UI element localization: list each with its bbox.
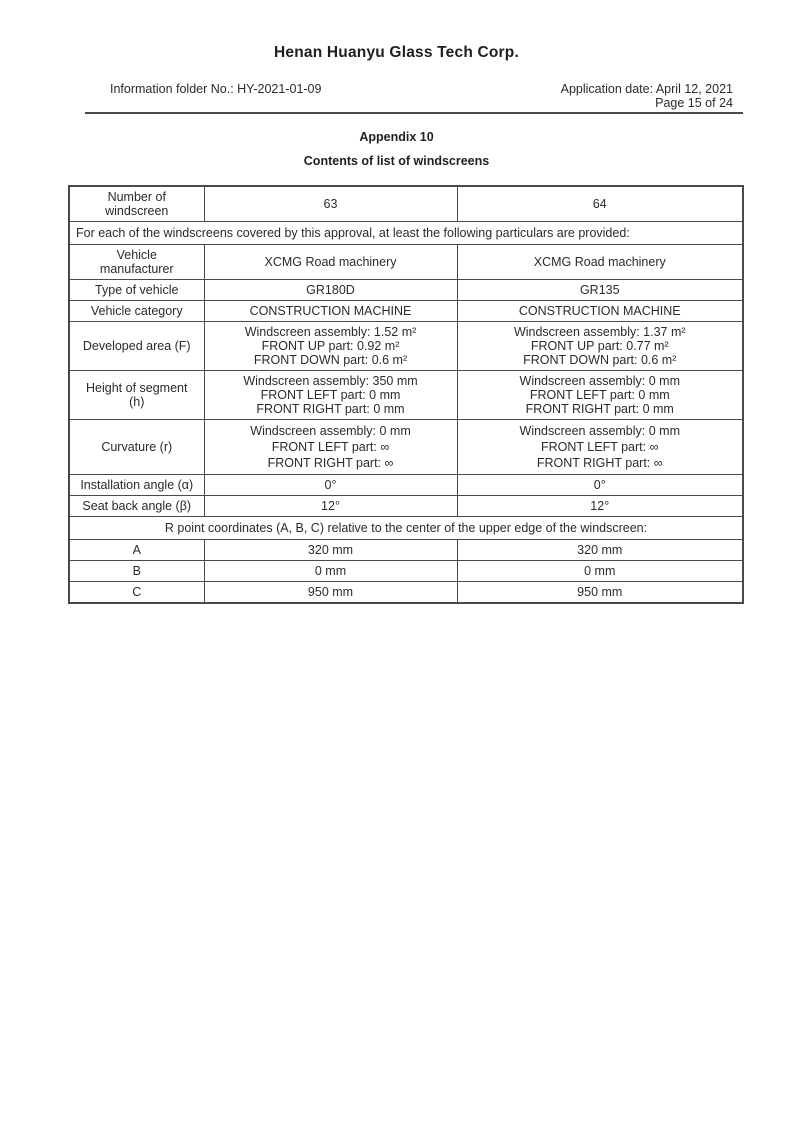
company-title: Henan Huanyu Glass Tech Corp. [274,44,519,61]
coordinate-b-64-cell: 0 mm [457,561,743,582]
windscreen-table [68,185,744,604]
curvature-64-line: FRONT LEFT part: ∞ [541,440,659,454]
curvature-63-line: FRONT RIGHT part: ∞ [267,456,394,470]
row-developed-area [69,322,743,371]
developed-area-63-line: Windscreen assembly: 1.52 m² [244,325,417,339]
coordinate-b-63-cell: 0 mm [204,561,457,582]
row-number-of-windscreen [69,186,743,222]
curvature-label: Curvature (r) [69,420,204,475]
curvature-63-cell [204,420,457,475]
vehicle-manufacturer-63-cell: XCMG Road machinery [204,245,457,280]
curvature-64-line: Windscreen assembly: 0 mm [519,424,680,438]
installation-angle-64-cell: 0° [457,475,743,496]
coordinate-c-label: C [69,582,204,604]
coordinate-a-label: A [69,540,204,561]
developed-area-64-line: FRONT UP part: 0.77 m² [530,339,669,353]
type-of-vehicle-63-cell: GR180D [204,280,457,301]
type-of-vehicle-label: Type of vehicle [69,280,204,301]
coordinate-a-64-cell: 320 mm [457,540,743,561]
seat-back-angle-label: Seat back angle (β) [69,496,204,517]
header-meta-right [561,82,733,110]
curvature-64-line: FRONT RIGHT part: ∞ [536,456,663,470]
vehicle-manufacturer-64-cell: XCMG Road machinery [457,245,743,280]
curvature-63-line: FRONT LEFT part: ∞ [271,440,390,454]
row-coordinate-a [69,540,743,561]
header-divider [85,112,743,114]
height-of-segment-63-line: FRONT LEFT part: 0 mm [260,388,401,402]
developed-area-64-cell [457,322,743,371]
row-coordinate-b [69,561,743,582]
installation-angle-63-cell: 0° [204,475,457,496]
height-of-segment-64-line: Windscreen assembly: 0 mm [519,374,680,388]
coordinate-c-63-cell: 950 mm [204,582,457,604]
curvature-63-line: Windscreen assembly: 0 mm [250,424,411,438]
r-point-text: R point coordinates (A, B, C) relative to the center of the upper edge of the windscreen: [69,517,743,540]
height-of-segment-63-line: FRONT RIGHT part: 0 mm [256,402,405,416]
row-vehicle-manufacturer [69,245,743,280]
developed-area-63-cell [204,322,457,371]
row-type-of-vehicle [69,280,743,301]
seat-back-angle-64-cell: 12° [457,496,743,517]
row-r-point [69,517,743,540]
developed-area-64-line: FRONT DOWN part: 0.6 m² [523,353,677,367]
height-of-segment-63-cell [204,371,457,420]
number-of-windscreen-label: Number of windscreen [69,186,204,222]
row-vehicle-category [69,301,743,322]
height-of-segment-64-cell [457,371,743,420]
row-curvature [69,420,743,475]
row-installation-angle [69,475,743,496]
table-title: Contents of list of windscreens [303,154,490,168]
developed-area-64-line: Windscreen assembly: 1.37 m² [513,325,686,339]
vehicle-category-label: Vehicle category [69,301,204,322]
height-of-segment-64-line: FRONT LEFT part: 0 mm [529,388,670,402]
coordinate-b-label: B [69,561,204,582]
vehicle-category-64-cell: CONSTRUCTION MACHINE [457,301,743,322]
height-of-segment-63-line: Windscreen assembly: 350 mm [243,374,418,388]
developed-area-63-line: FRONT UP part: 0.92 m² [261,339,400,353]
information-folder-no: Information folder No.: HY-2021-01-09 [110,82,322,96]
header-meta [110,82,733,110]
coordinate-c-64-cell: 950 mm [457,582,743,604]
row-coordinate-c [69,582,743,604]
row-intro [69,222,743,245]
installation-angle-label: Installation angle (α) [69,475,204,496]
height-of-segment-64-line: FRONT RIGHT part: 0 mm [525,402,674,416]
intro-text: For each of the windscreens covered by this approval, at least the following particulars are provided: [69,222,743,245]
seat-back-angle-63-cell: 12° [204,496,457,517]
vehicle-category-63-cell: CONSTRUCTION MACHINE [204,301,457,322]
coordinate-a-63-cell: 320 mm [204,540,457,561]
row-seat-back-angle [69,496,743,517]
vehicle-manufacturer-label: Vehicle manufacturer [69,245,204,280]
row-height-of-segment [69,371,743,420]
page-indicator: Page 15 of 24 [655,96,733,110]
developed-area-63-line: FRONT DOWN part: 0.6 m² [253,353,408,367]
height-of-segment-label: Height of segment (h) [69,371,204,420]
windscreen-number-63-cell: 63 [204,186,457,222]
curvature-64-cell [457,420,743,475]
windscreen-number-64-cell: 64 [457,186,743,222]
appendix-title: Appendix 10 [359,130,434,144]
developed-area-label: Developed area (F) [69,322,204,371]
type-of-vehicle-64-cell: GR135 [457,280,743,301]
application-date: Application date: April 12, 2021 [560,82,733,96]
